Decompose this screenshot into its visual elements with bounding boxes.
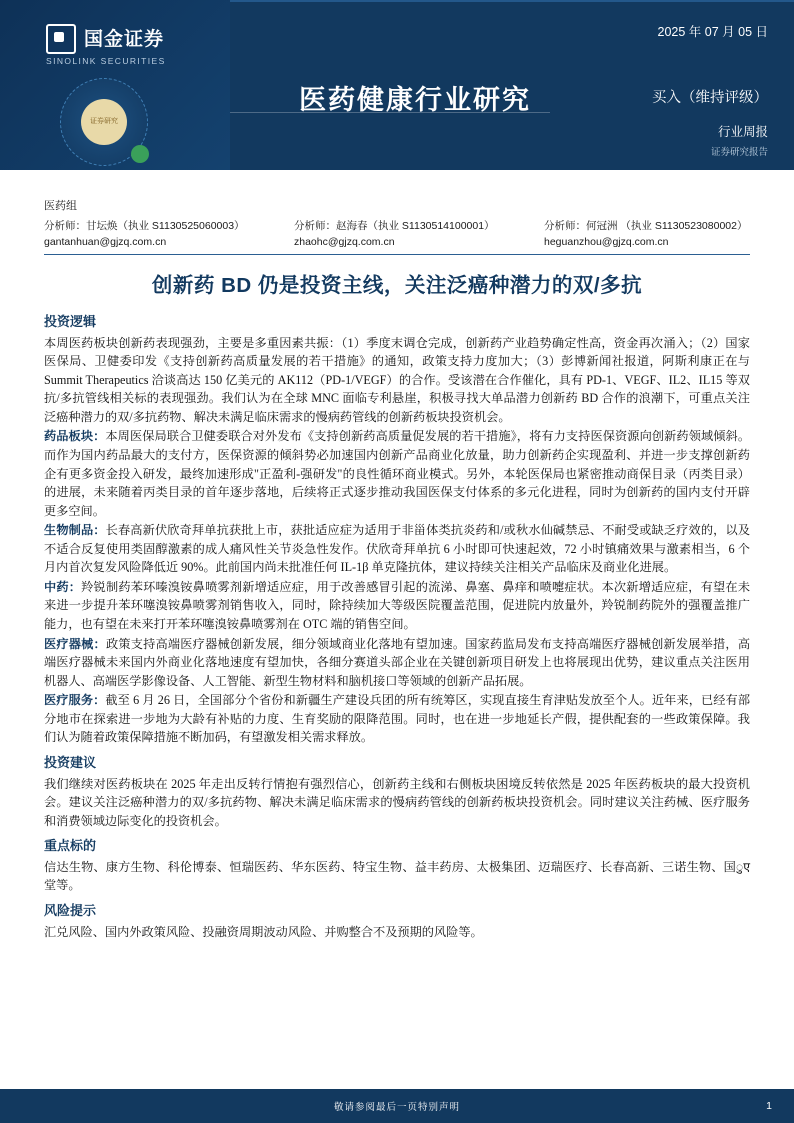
section-heading-investment-advice: 投资建议 <box>44 754 97 770</box>
report-date: 2025 年 07 月 05 日 <box>657 25 768 39</box>
analyst-email[interactable]: heguanzhou@gjzq.com.cn <box>544 236 669 249</box>
document-title: 创新药 BD 仍是投资主线，关注泛癌种潜力的双/多抗 <box>151 274 643 297</box>
paragraph-text: 羚锐制药苯环嗪溴铵鼻喷雾剂新增适应症，用于改善感冒引起的流涕、鼻塞、鼻痒和喷嚏症状。本次新增适应症，有望在未来进一步提升苯环噻溴铵鼻喷雾剂销售收入，同时，除持续加大等级医院覆盖范围，促进院内放量外，羚锐制药院外的强覆盖推广能力，也有望在未来打开苯环噻溴铵鼻喷雾剂在 OTC 端的销售空间。 <box>44 579 751 631</box>
analyst-group-label: 医药组 <box>44 200 77 212</box>
analyst-email-cell <box>44 234 272 250</box>
section-heading-risk: 风险提示 <box>44 903 97 919</box>
paragraph-lead: 医疗服务： <box>44 693 106 708</box>
report-type: 行业周报 <box>717 125 768 139</box>
paragraph-text: 截至 6 月 26 日，全国部分个省份和新疆生产建设兵团的所有统筹区，实现直接生育津贴发放至个人。近年来，已经有部分地市在探索进一步地为大龄有补贴的力度、生育奖励的限降范围。同时，也在进一步地延长产假，提供配套的一些政策保障。我们认为随着政策保障措施不断加码，有望激发相关需求释放。 <box>44 693 751 745</box>
paragraph-lead: 药品板块： <box>44 429 106 444</box>
analyst-name: 分析师：何冠洲 （执业 S1130523080002） <box>544 220 748 233</box>
footer-disclaimer: 敬请参阅最后一页特别声明 <box>333 1103 460 1113</box>
analyst-email[interactable]: zhaohc@gjzq.com.cn <box>294 236 395 249</box>
header-accent-line <box>230 0 794 2</box>
analyst-emails-row <box>44 234 750 250</box>
paragraph <box>44 691 750 747</box>
paragraph-lead: 医疗器械： <box>44 636 106 651</box>
title-underline <box>230 112 550 113</box>
paragraph <box>44 858 750 895</box>
research-seal <box>60 78 148 166</box>
analyst-email-cell <box>544 234 772 250</box>
paragraph-lead: 生物制品： <box>44 523 106 538</box>
page-title: 医药健康行业研究 <box>299 85 531 115</box>
paragraph-text: 政策支持高端医疗器械创新发展，细分领域商业化落地有望加速。国家药监局发布支持高端医疗器械创新发展举措，高端医疗器械未来国内外商业化落地速度有望加快，各细分赛道头部企业在关键创新项目研发上也将展现出优势，建议重点关注医用机器人、高端医学影像设备、人工智能、新型生物材料和脑机接口等领域的创新产品拓展。 <box>44 636 751 688</box>
paragraph <box>44 521 750 577</box>
paragraph-lead: 中药： <box>44 579 82 594</box>
analyst-name: 分析师：赵海春（执业 S1130514100001） <box>294 220 495 233</box>
analyst-entry <box>44 218 272 234</box>
report-body <box>44 312 750 942</box>
header-divider <box>44 254 750 255</box>
page-footer <box>0 1089 794 1123</box>
paragraph <box>44 334 750 427</box>
paragraph <box>44 427 750 520</box>
seal-check-icon <box>131 145 149 163</box>
paragraph-text: 本周医保局联合卫健委联合对外发布《支持创新药高质量促发展的若干措施》，将有力支持医保资源向创新药领域倾斜。而作为国内药品最大的支付方，医保资源的倾斜势必加速国内创新产品商业化放量，助力创新药企实现盈利、并进一步支撑创新药企有更多资金投入研发，最终加速形成"正盈利-强研发"的良性循环商业模式。另外，本轮医保局也紧密推动商保目录（丙类目录）的进展，未来随着丙类目录的首年逐步落地，后续将正式逐步推动我国医保支付体系的多元化进程，同时为创新药的国内支付开辟更多空间。 <box>44 429 751 518</box>
section-heading-investment-logic: 投资逻辑 <box>44 314 97 329</box>
paragraph <box>44 923 750 942</box>
analyst-entry <box>294 218 522 234</box>
analyst-block <box>44 198 750 251</box>
analyst-name: 分析师：甘坛焕（执业 S1130525060003） <box>44 220 245 233</box>
report-subnote: 证券研究报告 <box>710 147 768 158</box>
paragraph-text: 长春高新伏欣奇拜单抗获批上市，获批适应症为适用于非甾体类抗炎药和/或秋水仙碱禁忌、不耐受或缺乏疗效的，以及不适合反复使用类固醇激素的成人痛风性关节炎急性发作。伏欣奇拜单抗 6 小时即可快速起效，72 小时镇痛效果与激素相当，6 个月内首次复发风险降低近 90%。此前国内尚未批准任何 IL-1β 单克隆抗体，建议持续关注相关产品临床及商业化进展。 <box>44 523 751 575</box>
paragraph <box>44 635 750 691</box>
report-header <box>0 0 794 170</box>
paragraph-text: 本周医药板块创新药表现强劲，主要是多重因素共振：（1）季度末调仓完成，创新药产业趋势确定性高，资金再次涌入；（2）国家医保局、卫健委印发《支持创新药高质量发展的若干措施》的通知，政策支持力度加大；（3）彭博新闻社报道，阿斯利康正在与 Summit Therapeutics 洽谈高达 150 亿美元的 AK112（PD-1/VEGF）的合作。受该潜在合作催化，具有 PD-1、VEGF、IL2、IL15 等双抗/多抗管线相关标的表现强劲。我们认为在全球 MNC 面临专利悬崖，积极寻找大单品潜力创新药 BD 合作的浪潮下，可重点关注泛癌种潜力的双/多抗药物、解决未满足临床需求的慢病药管线的创新药板块投资机会。 <box>44 335 750 424</box>
analyst-email[interactable]: gantanhuan@gjzq.com.cn <box>44 236 167 249</box>
brand-latin-name: SINOLINK SECURITIES <box>46 56 166 66</box>
paragraph-text: 信达生物、康方生物、科伦博泰、恒瑞医药、华东医药、特宝生物、益丰药房、太极集团、迈瑞医疗、长春高新、三诺生物、国ुए堂等。 <box>44 859 750 893</box>
analyst-entry <box>544 218 772 234</box>
research-seal-label: 证券研究 <box>81 99 127 145</box>
analyst-names-row <box>44 218 750 234</box>
section-heading-key-targets: 重点标的 <box>44 838 97 854</box>
paragraph <box>44 578 750 634</box>
status-badge: 买入（维持评级） <box>652 90 768 106</box>
paragraph <box>44 775 750 831</box>
page-number: 1 <box>766 1100 772 1112</box>
logo-square-icon <box>46 24 76 54</box>
paragraph-text: 汇兑风险、国内外政策风险、投融资周期波动风险、并购整合不及预期的风险等。 <box>44 924 483 939</box>
paragraph-text: 我们继续对医药板块在 2025 年走出反转行情抱有强烈信心，创新药主线和右侧板块困境反转依然是 2025 年医药板块的最大投资机会。建议关注泛癌种潜力的双/多抗药物、解决未满足临床需求的慢病药管线的创新药板块投资机会。同时建议关注药械、医疗服务和消费领域边际变化的投资机会。 <box>44 776 750 828</box>
analyst-email-cell <box>294 234 522 250</box>
brand-logo <box>46 24 164 54</box>
brand-name: 国金证券 <box>84 28 165 50</box>
